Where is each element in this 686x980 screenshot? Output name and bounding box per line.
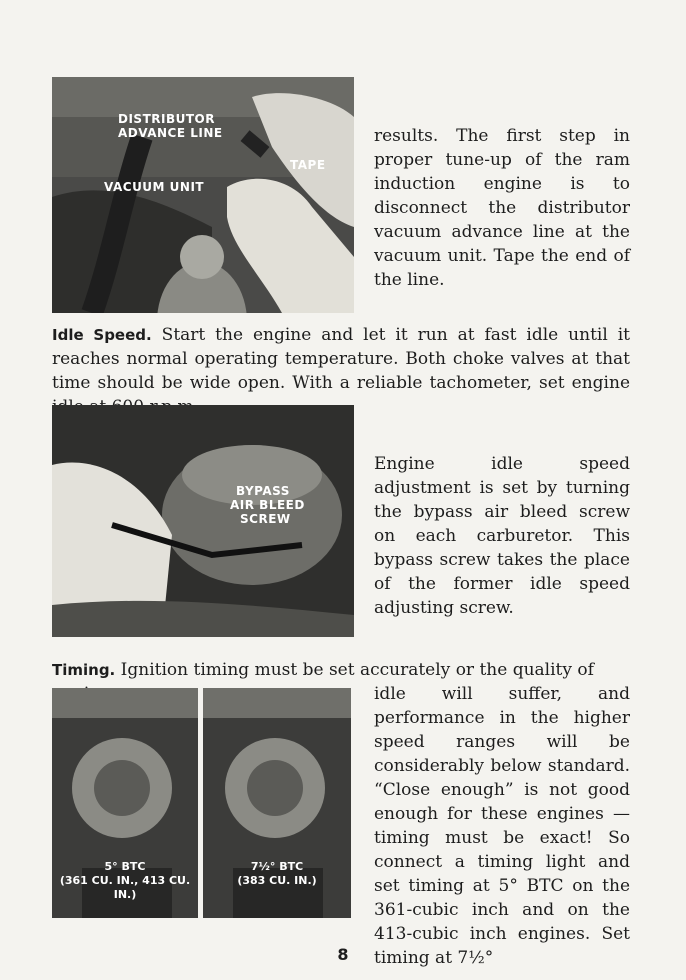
callout-distributor: DISTRIBUTOR [118, 112, 215, 126]
photo-distributor-advance-line [52, 77, 354, 313]
caption-7-5-btc-line1: 7½° BTC [250, 860, 304, 873]
callout-vacuum-unit: VACUUM UNIT [104, 180, 205, 194]
callout-screw: SCREW [240, 512, 291, 526]
timing-text: Ignition timing must be set accurately or the quality of [120, 660, 594, 680]
caption-5-btc-line1: 5° BTC [104, 860, 146, 873]
paragraph-distributor [374, 124, 630, 292]
callout-advance-line: ADVANCE LINE [118, 126, 223, 140]
photo-timing-5-btc [52, 688, 198, 918]
photo-timing-7-5-btc [203, 688, 351, 918]
paragraph-timing-continued-text: idle will suffer, and performance in the higher speed ranges will be considerably below standard. “Close enough” is not good enough for these engines —timing must be exact! So connect a timing light and set timing at 5° BTC on the 361-cubic inch and on the 413-cubic inch engines. Set timing at 7½° [374, 684, 630, 968]
callout-tape: TAPE [290, 158, 326, 172]
heading-timing: Timing. [52, 661, 116, 679]
photo-bypass-air-bleed-screw [52, 405, 354, 637]
photo-carburetor-art [52, 405, 354, 637]
heading-idle-speed: Idle Speed. [52, 326, 152, 344]
caption-5-btc-line2: (361 CU. IN., 413 CU. IN.) [59, 874, 191, 901]
paragraph-distributor-text: results. The first step in proper tune-up of the ram induction engine is to disconnect the distributor vacuum advance line at the vacuum unit. Tape the end of the line. [374, 126, 630, 290]
caption-5-btc [52, 860, 198, 902]
idle-speed-text: Start the engine and let it run at fast idle until it reaches normal operating temperature. Both choke valves at that time should be wide open. With a reliable tachometer, set engine [52, 325, 630, 393]
caption-7-5-btc-line2: (383 CU. IN.) [237, 874, 317, 887]
paragraph-bypass-screw-text: Engine idle speed adjustment is set by turning the bypass air bleed screw on each carburetor. This bypass screw takes the place of the former idle speed adjusting screw. [374, 454, 630, 618]
callout-bypass: BYPASS [236, 484, 290, 498]
paragraph-timing-continued [374, 682, 630, 970]
page-number: 8 [337, 945, 349, 964]
callout-air-bleed: AIR BLEED [230, 498, 305, 512]
caption-7-5-btc [203, 860, 351, 888]
paragraph-bypass-screw [374, 452, 630, 620]
